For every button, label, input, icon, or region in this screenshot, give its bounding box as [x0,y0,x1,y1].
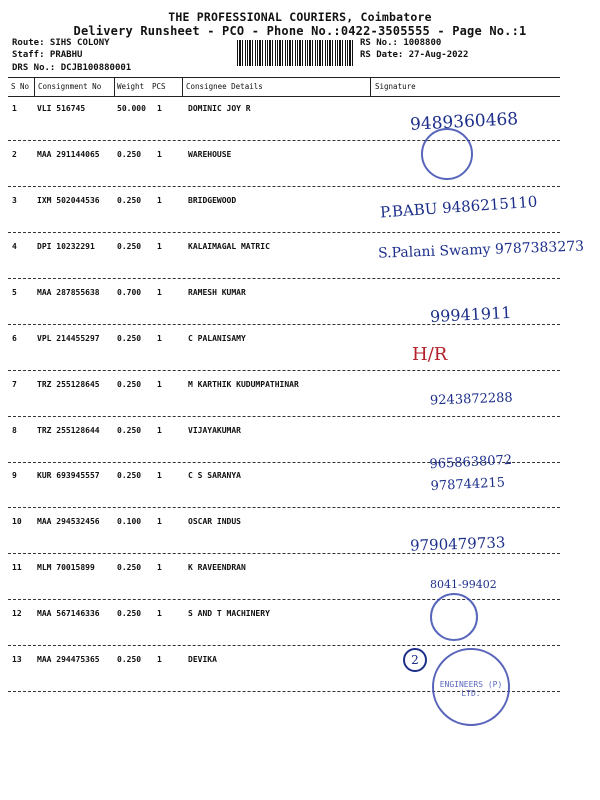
row-consignee: VIJAYAKUMAR [188,426,241,435]
row-divider [8,416,560,417]
company-stamp-icon [421,128,473,180]
signature-row-1: 9489360468 [409,109,519,135]
header-top-rule [8,77,560,78]
row-weight: 0.250 [117,334,142,343]
row-consignment: VPL 214455297 [37,334,100,343]
signature-row-13: 2 [403,648,427,672]
row-consignment: TRZ 255128644 [37,426,100,435]
row-consignee: S AND T MACHINERY [188,609,270,618]
row-consignment: IXM 502044536 [37,196,100,205]
staff-label: Staff: PRABHU [12,50,83,60]
company-stamp-icon [430,593,478,641]
signature-row-10: 9790479733 [409,533,506,555]
row-weight: 0.250 [117,609,142,618]
row-consignee: BRIDGEWOOD [188,196,237,205]
row-sno: 12 [12,609,22,618]
row-weight: 0.250 [117,150,142,159]
row-weight: 0.250 [117,471,142,480]
signature-row-5: 99941911 [429,302,512,327]
row-pcs: 1 [157,380,162,389]
col-divider [182,77,183,97]
row-sno: 6 [12,334,17,343]
row-divider [8,370,560,371]
col-header-weight: Weight [117,82,145,91]
row-consignment: MAA 287855638 [37,288,100,297]
row-weight: 50.000 [117,104,146,113]
row-consignee: M KARTHIK KUDUMPATHINAR [188,380,299,389]
row-consignee: C S SARANYA [188,471,241,480]
rs-date: RS Date: 27-Aug-2022 [360,50,469,60]
route-label: Route: SIHS COLONY [12,38,110,48]
row-pcs: 1 [157,655,162,664]
row-consignment: MAA 567146336 [37,609,100,618]
row-consignee: DEVIKA [188,655,217,664]
row-pcs: 1 [157,288,162,297]
row-sno: 10 [12,517,22,526]
row-divider [8,599,560,600]
row-consignee: OSCAR INDUS [188,517,241,526]
runsheet-subtitle: Delivery Runsheet - PCO - Phone No.:0422-3505555 - Page No.:1 [73,24,527,38]
col-header-consignment: Consignment No [38,82,102,91]
row-consignment: MAA 294475365 [37,655,100,664]
row-pcs: 1 [157,242,162,251]
row-divider [8,232,560,233]
row-weight: 0.250 [117,380,142,389]
company-stamp-icon [432,648,510,726]
row-consignee: WAREHOUSE [188,150,232,159]
row-divider [8,553,560,554]
signature-row-4: S.Palani Swamy 9787383273 [377,238,585,262]
barcode [237,40,353,66]
row-weight: 0.100 [117,517,142,526]
col-header-pcs: PCS [152,82,166,91]
row-weight: 0.250 [117,655,142,664]
row-weight: 0.700 [117,288,142,297]
row-sno: 9 [12,471,17,480]
col-header-sno: S No [11,82,30,91]
row-weight: 0.250 [117,196,142,205]
row-divider [8,140,560,141]
drs-number: DRS No.: DCJB100880001 [12,63,132,73]
row-weight: 0.250 [117,242,142,251]
row-sno: 11 [12,563,22,572]
row-consignment: MAA 291144065 [37,150,100,159]
row-divider [8,324,560,325]
col-header-signature: Signature [375,82,416,91]
row-sno: 7 [12,380,17,389]
signature-row-6: H/R [412,344,448,365]
row-consignee: C PALANISAMY [188,334,246,343]
row-weight: 0.250 [117,426,142,435]
row-sno: 2 [12,150,17,159]
row-pcs: 1 [157,517,162,526]
signature-row-11: 8041-99402 [430,578,497,591]
row-sno: 8 [12,426,17,435]
row-consignment: KUR 693945557 [37,471,100,480]
row-pcs: 1 [157,609,162,618]
row-pcs: 1 [157,196,162,205]
rs-number: RS No.: 1008800 [360,38,442,48]
row-pcs: 1 [157,426,162,435]
stamp-text: ENGINEERS (P) LTD. [439,680,503,698]
row-pcs: 1 [157,104,162,113]
row-weight: 0.250 [117,563,142,572]
signature-row-9: 9658638072 978744215 [429,452,513,495]
row-sno: 5 [12,288,17,297]
row-sno: 4 [12,242,17,251]
header-bottom-rule [8,96,560,97]
row-divider [8,278,560,279]
row-consignment: VLI 516745 [37,104,86,113]
col-divider [370,77,371,97]
row-pcs: 1 [157,150,162,159]
row-divider [8,186,560,187]
col-divider [34,77,35,97]
row-sno: 1 [12,104,17,113]
row-divider [8,645,560,646]
row-pcs: 1 [157,471,162,480]
row-consignee: RAMESH KUMAR [188,288,246,297]
signature-row-7: 9243872288 [429,390,513,409]
row-consignee: K RAVEENDRAN [188,563,246,572]
row-pcs: 1 [157,334,162,343]
row-sno: 3 [12,196,17,205]
row-pcs: 1 [157,563,162,572]
row-consignment: DPI 10232291 [37,242,95,251]
signature-row-3: P.BABU 9486215110 [379,192,538,222]
row-consignment: MLM 70015899 [37,563,95,572]
row-divider [8,507,560,508]
col-header-consignee: Consignee Details [186,82,263,91]
row-consignment: MAA 294532456 [37,517,100,526]
col-divider [114,77,115,97]
row-consignee: DOMINIC JOY R [188,104,251,113]
row-consignee: KALAIMAGAL MATRIC [188,242,270,251]
row-consignment: TRZ 255128645 [37,380,100,389]
row-sno: 13 [12,655,22,664]
company-title: THE PROFESSIONAL COURIERS, Coimbatore [168,10,432,24]
